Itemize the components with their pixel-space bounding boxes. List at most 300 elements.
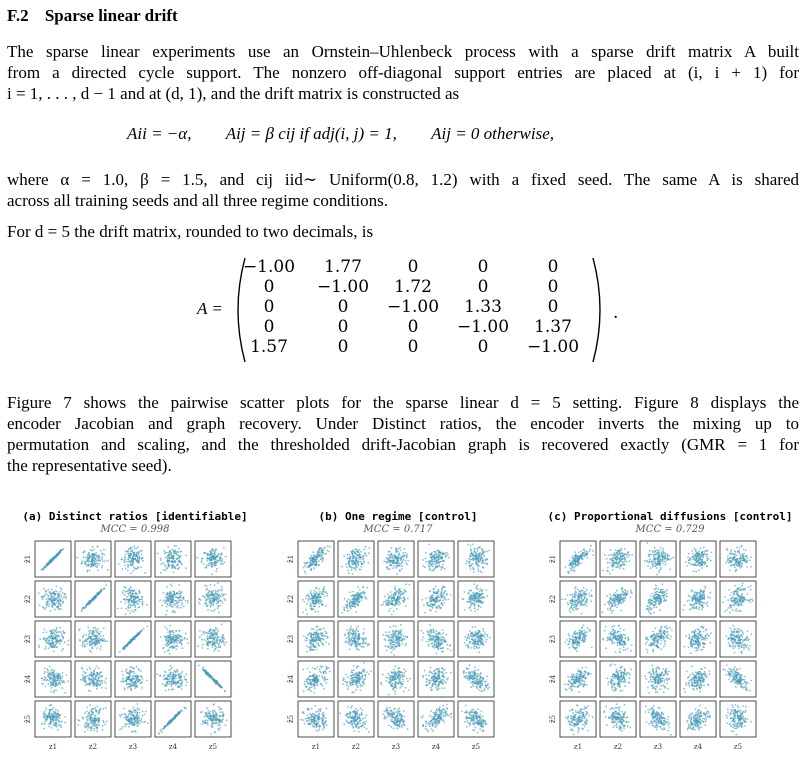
scatter-point	[53, 603, 55, 605]
scatter-point	[50, 610, 52, 612]
scatter-point	[206, 707, 208, 709]
scatter-point	[167, 723, 169, 725]
scatter-point	[471, 556, 473, 558]
scatter-point	[321, 593, 323, 595]
scatter-point	[129, 666, 131, 668]
scatter-point	[309, 557, 311, 559]
scatter-point	[50, 719, 52, 721]
scatter-point	[103, 549, 105, 551]
scatter-point	[305, 572, 307, 574]
scatter-point	[102, 640, 104, 642]
scatter-point	[305, 609, 307, 611]
scatter-point	[199, 636, 201, 638]
row-label: ẑ2	[24, 594, 32, 604]
scatter-point	[225, 556, 227, 558]
scatter-point	[399, 564, 401, 566]
scatter-point	[429, 568, 431, 570]
scatter-point	[60, 640, 62, 642]
scatter-point	[167, 636, 169, 638]
scatter-point	[167, 546, 169, 548]
scatter-point	[98, 673, 100, 675]
matrix-cell: −1.00	[316, 277, 370, 297]
scatter-point	[355, 569, 357, 571]
scatter-point	[206, 567, 208, 569]
scatter-point	[158, 733, 160, 735]
scatter-point	[53, 632, 55, 634]
scatter-point	[137, 546, 139, 548]
scatter-point	[52, 643, 54, 645]
scatter-point	[174, 612, 176, 614]
scatter-point	[354, 551, 356, 553]
paragraph-line: across all training seeds and all three regime conditions.	[7, 191, 388, 210]
scatter-point	[49, 722, 51, 724]
scatter-point	[218, 729, 220, 731]
scatter-point	[199, 630, 201, 632]
scatter-point	[387, 594, 389, 596]
scatter-point	[203, 631, 205, 633]
scatter-point	[170, 583, 172, 585]
scatter-point	[38, 646, 40, 648]
scatter-point	[352, 573, 354, 575]
scatter-point	[51, 558, 53, 560]
scatter-point	[135, 609, 137, 611]
scatter-panel	[287, 541, 494, 751]
scatter-point	[318, 603, 320, 605]
scatter-point	[134, 606, 136, 608]
scatter-point	[123, 593, 125, 595]
scatter-point	[210, 610, 212, 612]
scatter-point	[172, 674, 174, 676]
scatter-point	[136, 685, 138, 687]
scatter-point	[95, 629, 97, 631]
scatter-point	[210, 725, 212, 727]
scatter-point	[168, 595, 170, 597]
scatter-point	[134, 673, 136, 675]
scatter-point	[179, 677, 181, 679]
scatter-point	[84, 724, 86, 726]
scatter-point	[181, 683, 183, 685]
scatter-point	[166, 586, 168, 588]
scatter-point	[142, 711, 144, 713]
equation-zero: Aij = 0 otherwise,	[431, 124, 555, 143]
scatter-point	[181, 602, 183, 604]
scatter-point	[122, 726, 124, 728]
scatter-point	[125, 613, 127, 615]
scatter-point	[130, 605, 132, 607]
scatter-point	[57, 710, 59, 712]
scatter-point	[388, 595, 390, 597]
scatter-point	[132, 570, 134, 572]
scatter-point	[367, 587, 369, 589]
panel-title-c: (c) Proportional diffusions [control]	[547, 510, 793, 523]
scatter-point	[388, 557, 390, 559]
scatter-point	[144, 572, 146, 574]
scatter-point	[356, 549, 358, 551]
section-heading	[7, 6, 178, 26]
scatter-point	[93, 645, 95, 647]
scatter-point	[138, 724, 140, 726]
scatter-point	[407, 598, 409, 600]
scatter-point	[172, 561, 174, 563]
scatter-point	[351, 602, 353, 604]
scatter-point	[482, 550, 484, 552]
scatter-point	[172, 591, 174, 593]
scatter-point	[171, 593, 173, 595]
scatter-point	[469, 565, 471, 567]
scatter-point	[477, 592, 479, 594]
scatter-point	[92, 648, 94, 650]
scatter-point	[368, 552, 370, 554]
scatter-point	[477, 609, 479, 611]
scatter-point	[352, 553, 354, 555]
scatter-point	[97, 680, 99, 682]
scatter-point	[144, 714, 146, 716]
scatter-point	[483, 555, 485, 557]
matrix-cell: 0	[547, 257, 559, 277]
scatter-point	[214, 551, 216, 553]
scatter-point	[210, 606, 212, 608]
scatter-point	[441, 602, 443, 604]
scatter-point	[146, 680, 148, 682]
scatter-point	[86, 707, 88, 709]
scatter-point	[59, 631, 61, 633]
matrix-right-bracket	[593, 258, 600, 362]
scatter-point	[303, 567, 305, 569]
scatter-point	[95, 715, 97, 717]
scatter-point	[68, 640, 70, 642]
scatter-point	[220, 600, 222, 602]
scatter-point	[127, 593, 129, 595]
scatter-point	[79, 639, 81, 641]
section-title: Sparse linear drift	[44, 6, 178, 25]
matrix-cell: 1.33	[464, 297, 502, 317]
scatter-point	[314, 611, 316, 613]
scatter-point	[119, 729, 121, 731]
scatter-point	[160, 559, 162, 561]
scatter-point	[206, 603, 208, 605]
scatter-point	[180, 673, 182, 675]
scatter-point	[343, 610, 345, 612]
scatter-point	[141, 596, 143, 598]
scatter-point	[163, 728, 165, 730]
scatter-point	[213, 639, 215, 641]
scatter-point	[136, 676, 138, 678]
scatter-point	[204, 552, 206, 554]
scatter-point	[206, 585, 208, 587]
scatter-point	[347, 569, 349, 571]
scatter-point	[52, 713, 54, 715]
scatter-point	[94, 631, 96, 633]
scatter-point	[84, 640, 86, 642]
scatter-point	[402, 552, 404, 554]
scatter-point	[362, 586, 364, 588]
scatter-point	[179, 561, 181, 563]
scatter-point	[477, 555, 479, 557]
scatter-point	[473, 557, 475, 559]
scatter-point	[218, 706, 220, 708]
scatter-point	[103, 588, 105, 590]
scatter-point	[124, 565, 126, 567]
scatter-point	[167, 557, 169, 559]
scatter-point	[308, 598, 310, 600]
scatter-point	[137, 715, 139, 717]
matrix-label: A =	[197, 299, 223, 318]
scatter-point	[406, 554, 408, 556]
scatter-point	[435, 601, 437, 603]
scatter-point	[86, 724, 88, 726]
scatter-point	[62, 676, 64, 678]
scatter-point	[354, 606, 356, 608]
row-label: ẑ1	[24, 554, 32, 564]
scatter-point	[157, 553, 159, 555]
scatter-point	[127, 550, 129, 552]
scatter-point	[125, 554, 127, 556]
scatter-point	[59, 723, 61, 725]
scatter-point	[139, 556, 141, 558]
scatter-point	[366, 555, 368, 557]
scatter-point	[397, 565, 399, 567]
scatter-point	[170, 665, 172, 667]
scatter-point	[59, 643, 61, 645]
scatter-point	[212, 548, 214, 550]
scatter-point	[469, 555, 471, 557]
scatter-point	[43, 595, 45, 597]
scatter-point	[127, 590, 129, 592]
scatter-point	[176, 602, 178, 604]
scatter-point	[98, 559, 100, 561]
scatter-point	[132, 556, 134, 558]
scatter-point	[215, 570, 217, 572]
scatter-point	[163, 679, 165, 681]
scatter-point	[54, 669, 56, 671]
scatter-point	[136, 594, 138, 596]
scatter-point	[306, 603, 308, 605]
scatter-point	[201, 724, 203, 726]
scatter-point	[60, 638, 62, 640]
scatter-point	[130, 564, 132, 566]
scatter-point	[210, 641, 212, 643]
scatter-point	[313, 593, 315, 595]
scatter-point	[55, 682, 57, 684]
scatter-point	[217, 631, 219, 633]
scatter-point	[133, 723, 135, 725]
scatter-point	[391, 547, 393, 549]
scatter-point	[310, 607, 312, 609]
scatter-point	[445, 599, 447, 601]
scatter-point	[82, 644, 84, 646]
scatter-point	[442, 600, 444, 602]
scatter-point	[432, 566, 434, 568]
scatter-point	[102, 635, 104, 637]
scatter-point	[47, 601, 49, 603]
scatter-point	[60, 680, 62, 682]
scatter-point	[164, 599, 166, 601]
scatter-point	[121, 591, 123, 593]
scatter-point	[174, 596, 176, 598]
scatter-point	[217, 605, 219, 607]
scatter-point	[392, 558, 394, 560]
scatter-point	[395, 594, 397, 596]
scatter-point	[102, 638, 104, 640]
scatter-point	[174, 560, 176, 562]
scatter-point	[52, 606, 54, 608]
scatter-point	[94, 554, 96, 556]
scatter-point	[130, 586, 132, 588]
scatter-point	[130, 640, 132, 642]
scatter-point	[131, 590, 133, 592]
row-label: ẑ3	[24, 634, 32, 644]
scatter-point	[381, 604, 383, 606]
scatter-point	[130, 572, 132, 574]
scatter-point	[101, 682, 103, 684]
scatter-point	[142, 715, 144, 717]
scatter-point	[184, 676, 186, 678]
scatter-point	[98, 676, 100, 678]
scatter-point	[59, 594, 61, 596]
scatter-point	[212, 678, 214, 680]
paragraph-intro	[7, 41, 799, 104]
scatter-point	[360, 561, 362, 563]
scatter-point	[178, 638, 180, 640]
scatter-point	[53, 591, 55, 593]
scatter-point	[97, 713, 99, 715]
scatter-point	[302, 599, 304, 601]
scatter-point	[51, 631, 53, 633]
scatter-point	[185, 679, 187, 681]
scatter-point	[179, 641, 181, 643]
scatter-point	[217, 638, 219, 640]
scatter-point	[83, 634, 85, 636]
scatter-point	[56, 723, 58, 725]
scatter-point	[469, 590, 471, 592]
scatter-point	[305, 597, 307, 599]
scatter-point	[447, 554, 449, 556]
scatter-point	[223, 638, 225, 640]
scatter-point	[214, 554, 216, 556]
scatter-point	[96, 710, 98, 712]
scatter-point	[387, 568, 389, 570]
scatter-point	[178, 593, 180, 595]
scatter-point	[484, 551, 486, 553]
scatter-point	[88, 677, 90, 679]
scatter-point	[128, 604, 130, 606]
scatter-point	[173, 603, 175, 605]
scatter-point	[98, 563, 100, 565]
scatter-point	[357, 604, 359, 606]
scatter-point	[176, 669, 178, 671]
scatter-point	[87, 729, 89, 731]
scatter-point	[166, 567, 168, 569]
scatter-point	[206, 632, 208, 634]
scatter-point	[120, 601, 122, 603]
scatter-point	[137, 596, 139, 598]
scatter-point	[218, 594, 220, 596]
scatter-point	[125, 568, 127, 570]
scatter-point	[46, 562, 48, 564]
matrix-cell: 0	[547, 277, 559, 297]
scatter-point	[81, 560, 83, 562]
scatter-point	[96, 632, 98, 634]
scatter-point	[172, 634, 174, 636]
scatter-point	[399, 547, 401, 549]
scatter-point	[95, 724, 97, 726]
scatter-point	[348, 572, 350, 574]
scatter-point	[391, 597, 393, 599]
scatter-point	[357, 564, 359, 566]
scatter-point	[436, 598, 438, 600]
scatter-point	[321, 604, 323, 606]
scatter-point	[58, 599, 60, 601]
scatter-point	[172, 677, 174, 679]
scatter-point	[206, 589, 208, 591]
scatter-point	[327, 593, 329, 595]
scatter-point	[45, 710, 47, 712]
scatter-point	[387, 602, 389, 604]
scatter-point	[91, 556, 93, 558]
scatter-point	[429, 590, 431, 592]
scatter-point	[181, 599, 183, 601]
scatter-point	[483, 567, 485, 569]
scatter-point	[441, 556, 443, 558]
scatter-point	[171, 636, 173, 638]
scatter-point	[161, 605, 163, 607]
scatter-point	[223, 642, 225, 644]
scatter-point	[219, 724, 221, 726]
scatter-point	[204, 671, 206, 673]
scatter-point	[169, 553, 171, 555]
scatter-point	[213, 650, 215, 652]
scatter-point	[347, 554, 349, 556]
scatter-point	[77, 719, 79, 721]
scatter-point	[448, 599, 450, 601]
scatter-point	[220, 605, 222, 607]
scatter-point	[218, 644, 220, 646]
scatter-point	[41, 683, 43, 685]
scatter-point	[472, 597, 474, 599]
matrix-cell: 0	[407, 257, 419, 277]
scatter-point	[105, 683, 107, 685]
scatter-point	[202, 558, 204, 560]
scatter-point	[174, 568, 176, 570]
scatter-point	[137, 557, 139, 559]
scatter-point	[56, 586, 58, 588]
scatter-point	[60, 591, 62, 593]
scatter-point	[47, 717, 49, 719]
scatter-point	[171, 667, 173, 669]
scatter-point	[316, 598, 318, 600]
scatter-point	[127, 678, 129, 680]
col-label: z4	[168, 743, 178, 751]
scatter-point	[208, 590, 210, 592]
scatter-point	[125, 608, 127, 610]
scatter-point	[401, 565, 403, 567]
scatter-point	[218, 715, 220, 717]
scatter-point	[142, 557, 144, 559]
scatter-point	[141, 554, 143, 556]
scatter-point	[93, 682, 95, 684]
scatter-point	[168, 564, 170, 566]
scatter-point	[170, 719, 172, 721]
scatter-point	[138, 590, 140, 592]
scatter-point	[359, 594, 361, 596]
scatter-point	[90, 651, 92, 653]
scatter-point	[92, 717, 94, 719]
scatter-point	[205, 722, 207, 724]
scatter-point	[480, 560, 482, 562]
scatter-point	[310, 593, 312, 595]
scatter-point	[65, 596, 67, 598]
scatter-point	[169, 592, 171, 594]
